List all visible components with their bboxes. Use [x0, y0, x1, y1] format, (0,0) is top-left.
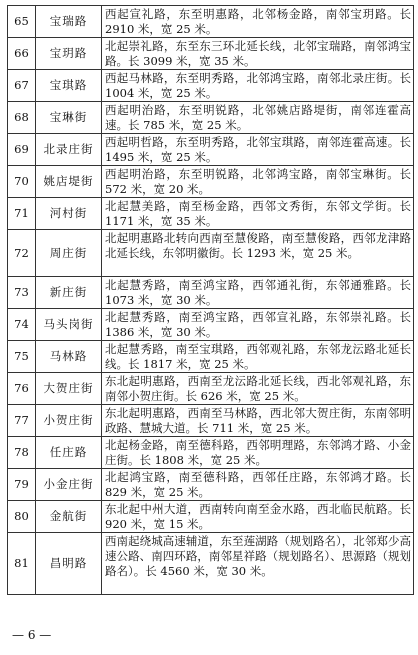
street-name: 宝琪路 — [36, 70, 102, 102]
street-description: 北起慧秀路，南至宝琪路，西邻观礼路，东邻龙沄路北延长线。长 1817 米，宽 25 米。 — [102, 341, 414, 373]
street-description: 北起慧美路，南至杨金路，西邻文秀街，东邻文学街。长 1171 米，宽 35 米。 — [102, 198, 414, 230]
street-name: 大贺庄街 — [36, 373, 102, 405]
table-row — [8, 38, 414, 70]
table-row — [8, 309, 414, 341]
table-row — [8, 70, 414, 102]
table-row — [8, 341, 414, 373]
street-description: 西南起绕城高速辅道，东至莲湖路（规划路名），北邻郑少高速公路、南四环路，南邻星祥路（规划路名）、思源路（规划路名）。长 4560 米，宽 30 米。 — [102, 533, 414, 595]
street-description: 北起慧秀路，南至鸿宝路，西邻通礼街，东邻通雅路。长 1073 米，宽 30 米。 — [102, 277, 414, 309]
street-name: 周庄街 — [36, 230, 102, 277]
street-description: 东北起中州大道，西南转向南至金水路，西北临民航路。长 920 米，宽 15 米。 — [102, 501, 414, 533]
street-name: 北录庄街 — [36, 134, 102, 166]
row-number: 70 — [8, 166, 36, 198]
row-number: 74 — [8, 309, 36, 341]
street-name: 小贺庄街 — [36, 405, 102, 437]
street-name: 宝琳街 — [36, 102, 102, 134]
table-row — [8, 373, 414, 405]
table-row — [8, 198, 414, 230]
street-name: 小金庄街 — [36, 469, 102, 501]
table-row — [8, 230, 414, 277]
street-name: 金航街 — [36, 501, 102, 533]
street-name: 昌明路 — [36, 533, 102, 595]
street-description: 东北起明惠路，西南至马林路，西北邻大贺庄街，东南邻明政路、慧城大道。长 711 米，宽 25 米。 — [102, 405, 414, 437]
table-row — [8, 501, 414, 533]
street-table — [7, 5, 414, 595]
street-description: 东北起明惠路，西南至龙沄路北延长线，西北邻观礼路，东南邻小贺庄街。长 626 米，宽 25 米。 — [102, 373, 414, 405]
street-name: 河村街 — [36, 198, 102, 230]
street-name: 宝玥路 — [36, 38, 102, 70]
street-name: 马林路 — [36, 341, 102, 373]
row-number: 65 — [8, 6, 36, 38]
table-row — [8, 166, 414, 198]
table-row — [8, 6, 414, 38]
street-name: 任庄路 — [36, 437, 102, 469]
row-number: 79 — [8, 469, 36, 501]
page-number: — 6 — — [12, 628, 52, 642]
street-description: 西起明治路，东至明锐路，北邻鸿宝路，南邻宝琳街。长 572 米，宽 20 米。 — [102, 166, 414, 198]
table-row — [8, 437, 414, 469]
street-description: 西起明哲路，东至明秀路，北邻宝琪路，南邻连霍高速。长 1495 米，宽 25 米。 — [102, 134, 414, 166]
row-number: 72 — [8, 230, 36, 277]
table-row — [8, 102, 414, 134]
street-description: 北起明惠路北转向西南至慧俊路，南至慧俊路，西邻龙津路北延长线，东邻明徽街。长 1293 米，宽 25 米。 — [102, 230, 414, 277]
row-number: 73 — [8, 277, 36, 309]
row-number: 76 — [8, 373, 36, 405]
street-description: 西起明治路，东至明锐路，北邻姚店路堤街，南邻连霍高速。长 785 米，宽 25 米。 — [102, 102, 414, 134]
row-number: 67 — [8, 70, 36, 102]
table-row — [8, 405, 414, 437]
street-description: 西起马林路，东至明秀路，北邻鸿宝路，南邻北录庄街。长 1004 米，宽 25 米。 — [102, 70, 414, 102]
row-number: 75 — [8, 341, 36, 373]
table-row — [8, 134, 414, 166]
street-name: 宝瑞路 — [36, 6, 102, 38]
row-number: 80 — [8, 501, 36, 533]
street-description: 北起崇礼路，东至东三环北延长线，北邻宝瑞路，南邻鸿宝路。长 3099 米，宽 35 米。 — [102, 38, 414, 70]
table-row — [8, 277, 414, 309]
street-description: 西起宣礼路，东至明惠路，北邻杨金路，南邻宝玥路。长 2910 米，宽 25 米。 — [102, 6, 414, 38]
row-number: 68 — [8, 102, 36, 134]
table-row — [8, 469, 414, 501]
street-name: 新庄街 — [36, 277, 102, 309]
row-number: 78 — [8, 437, 36, 469]
street-name: 马头岗街 — [36, 309, 102, 341]
table-row — [8, 533, 414, 595]
row-number: 81 — [8, 533, 36, 595]
street-description: 北起慧秀路，南至鸿宝路，西邻宣礼路，东邻崇礼路。长 1386 米，宽 30 米。 — [102, 309, 414, 341]
street-description: 北起杨金路，南至德科路，西邻明理路，东邻鸿才路、小金庄街。长 1808 米，宽 25 米。 — [102, 437, 414, 469]
row-number: 69 — [8, 134, 36, 166]
street-name: 姚店堤街 — [36, 166, 102, 198]
row-number: 66 — [8, 38, 36, 70]
row-number: 71 — [8, 198, 36, 230]
row-number: 77 — [8, 405, 36, 437]
street-description: 北起鸿宝路，南至德科路，西邻任庄路，东邻鸿才路。长 829 米，宽 25 米。 — [102, 469, 414, 501]
